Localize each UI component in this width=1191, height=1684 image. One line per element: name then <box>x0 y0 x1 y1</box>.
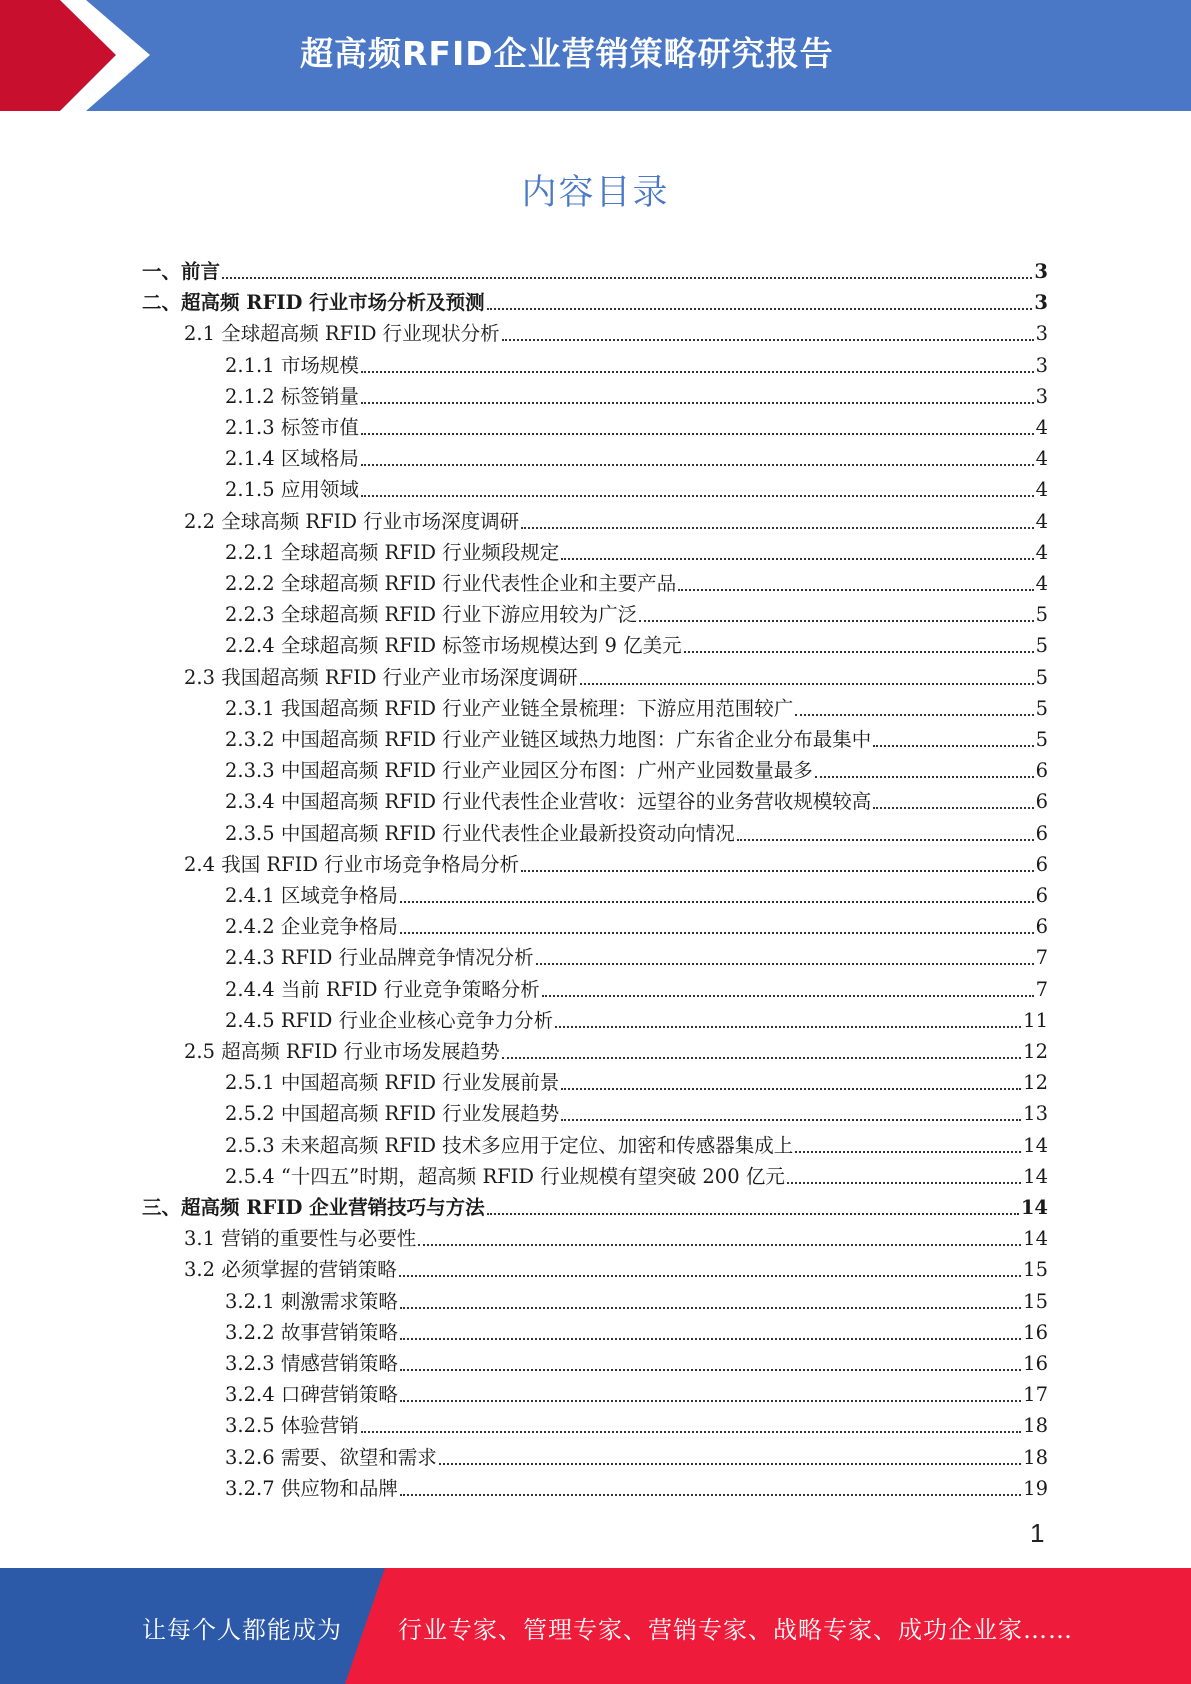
toc-leader-dots <box>418 1244 1021 1246</box>
toc-entry-page: 6 <box>1035 884 1048 907</box>
toc-leader-dots <box>684 651 1034 653</box>
toc-entry-page: 5 <box>1035 728 1048 751</box>
toc-entry-label: 2.4 我国 RFID 行业市场竞争格局分析 <box>184 852 520 876</box>
toc-entry[interactable] <box>225 1127 1048 1158</box>
toc-entry-label: 2.2.4 全球超高频 RFID 标签市场规模达到 9 亿美元 <box>225 634 682 658</box>
toc-leader-dots <box>361 495 1034 497</box>
toc-leader-dots <box>561 1088 1021 1090</box>
toc-entry[interactable] <box>225 908 1048 939</box>
toc-entry-label: 2.4.5 RFID 行业企业核心竞争力分析 <box>225 1008 554 1032</box>
toc-leader-dots <box>400 901 1034 903</box>
toc-entry-page: 7 <box>1035 946 1048 970</box>
toc-entry-page: 12 <box>1023 1071 1048 1095</box>
toc-entry[interactable] <box>225 1283 1048 1314</box>
toc-entry[interactable] <box>225 378 1048 409</box>
toc-entry-label: 2.3.1 我国超高频 RFID 行业产业链全景梳理：下游应用范围较广 <box>225 696 794 720</box>
report-title: 超高频RFID企业营销策略研究报告 <box>300 34 834 73</box>
toc-leader-dots <box>521 527 1033 529</box>
toc-leader-dots <box>873 745 1033 747</box>
toc-entry-label: 3.2.6 需要、欲望和需求 <box>225 1445 437 1469</box>
toc-entry-page: 4 <box>1035 540 1048 564</box>
toc-entry-page: 17 <box>1023 1383 1048 1407</box>
toc-entry[interactable] <box>184 503 1048 534</box>
toc-leader-dots <box>361 433 1034 435</box>
toc-leader-dots <box>222 277 1032 279</box>
header-band <box>0 0 1191 111</box>
toc-entry-label: 2.1.2 标签销量 <box>225 384 359 408</box>
toc-entry-label: 2.2.3 全球超高频 RFID 行业下游应用较为广泛 <box>225 603 638 627</box>
toc-entry[interactable] <box>225 877 1048 908</box>
toc-entry-label: 3.2.5 体验营销 <box>225 1414 359 1438</box>
toc-leader-dots <box>400 1369 1021 1371</box>
toc-leader-dots <box>521 870 1033 872</box>
page-number: 1 <box>1030 1518 1045 1548</box>
toc-entry[interactable] <box>142 1189 1048 1220</box>
toc-entry-label: 2.3.3 中国超高频 RFID 行业产业园区分布图：广州产业园数量最多 <box>225 759 813 783</box>
toc-entry-page: 15 <box>1023 1289 1048 1313</box>
toc-leader-dots <box>400 1494 1021 1496</box>
toc-entry-page: 3 <box>1034 260 1048 283</box>
toc-entry-label: 2.4.2 企业竞争格局 <box>225 915 398 939</box>
toc-entry-label: 二、超高频 RFID 行业市场分析及预测 <box>142 291 485 315</box>
toc-entry[interactable] <box>225 1376 1048 1407</box>
toc-entry[interactable] <box>225 752 1048 783</box>
toc-entry-page: 15 <box>1023 1258 1048 1282</box>
toc-entry-label: 2.3 我国超高频 RFID 行业产业市场深度调研 <box>184 665 578 689</box>
toc-entry[interactable] <box>225 347 1048 378</box>
toc-entry-page: 5 <box>1035 634 1048 658</box>
toc-entry-label: 3.2.2 故事营销策略 <box>225 1320 398 1344</box>
toc-entry-label: 2.1.4 区域格局 <box>225 447 359 471</box>
toc-entry[interactable] <box>225 565 1048 596</box>
toc-entry[interactable] <box>225 1470 1048 1501</box>
toc-entry-label: 一、前言 <box>142 260 221 283</box>
toc-entry[interactable] <box>225 939 1048 970</box>
toc-entry[interactable] <box>225 971 1048 1002</box>
toc-leader-dots <box>787 1182 1021 1184</box>
toc-leader-dots <box>361 402 1034 404</box>
toc-entry[interactable] <box>225 1407 1048 1438</box>
toc-entry-label: 3.1 营销的重要性与必要性 <box>184 1227 417 1251</box>
toc-entry-page: 12 <box>1023 1040 1048 1063</box>
toc-leader-dots <box>361 464 1034 466</box>
toc-entry[interactable] <box>225 1064 1048 1095</box>
toc-entry-label: 3.2 必须掌握的营销策略 <box>184 1258 397 1282</box>
toc-leader-dots <box>361 1431 1021 1433</box>
toc-entry-page: 3 <box>1034 291 1048 315</box>
toc-entry-label: 2.4.1 区域竞争格局 <box>225 884 398 907</box>
toc-entry[interactable] <box>225 690 1048 721</box>
toc-entry[interactable] <box>184 1251 1048 1282</box>
toc-entry-page: 14 <box>1023 1227 1048 1251</box>
toc-entry[interactable] <box>184 1220 1048 1251</box>
toc-entry[interactable] <box>225 627 1048 658</box>
toc-entry-label: 2.2.2 全球超高频 RFID 行业代表性企业和主要产品 <box>225 572 677 595</box>
toc-leader-dots <box>795 1151 1021 1153</box>
toc-entry[interactable] <box>142 253 1048 284</box>
toc-leader-dots <box>873 807 1033 809</box>
toc-leader-dots <box>400 1307 1021 1309</box>
toc-entry-page: 4 <box>1035 447 1048 471</box>
toc-entry-page: 7 <box>1035 977 1048 1001</box>
toc-entry-label: 2.5.1 中国超高频 RFID 行业发展前景 <box>225 1071 560 1095</box>
toc-entry[interactable] <box>225 534 1048 565</box>
toc-entry[interactable] <box>225 1095 1048 1126</box>
toc-entry-page: 5 <box>1035 603 1048 627</box>
toc-entry[interactable] <box>184 315 1048 346</box>
toc-entry-page: 18 <box>1023 1445 1048 1469</box>
toc-entry[interactable] <box>225 1002 1048 1033</box>
toc-entry-page: 4 <box>1035 509 1048 533</box>
toc-entry-page: 6 <box>1035 759 1048 783</box>
toc-entry-page: 5 <box>1035 696 1048 720</box>
toc-leader-dots <box>542 995 1034 997</box>
toc-entry[interactable] <box>142 284 1048 315</box>
toc-leader-dots <box>361 371 1034 373</box>
toc-entry-label: 三、超高频 RFID 企业营销技巧与方法 <box>142 1196 485 1219</box>
toc-entry-page: 4 <box>1035 416 1048 439</box>
toc-heading: 内容目录 <box>521 173 670 213</box>
toc-entry-label: 2.3.2 中国超高频 RFID 行业产业链区域热力地图：广东省企业分布最集中 <box>225 728 872 751</box>
toc-entry[interactable] <box>225 721 1048 752</box>
toc-entry[interactable] <box>225 1439 1048 1470</box>
toc-entry-page: 5 <box>1035 665 1048 689</box>
toc-leader-dots <box>561 1119 1021 1121</box>
toc-entry-label: 2.1.5 应用领域 <box>225 478 359 502</box>
toc-entry[interactable] <box>225 440 1048 471</box>
toc-leader-dots <box>502 1057 1022 1059</box>
toc-entry-label: 2.5.3 未来超高频 RFID 技术多应用于定位、加密和传感器集成上 <box>225 1133 794 1157</box>
toc-entry-label: 2.2.1 全球超高频 RFID 行业频段规定 <box>225 540 560 564</box>
toc-entry-label: 2.4.4 当前 RFID 行业竞争策略分析 <box>225 977 540 1001</box>
toc-entry-page: 6 <box>1035 821 1048 845</box>
footer-slogan-right: 行业专家、管理专家、营销专家、战略专家、成功企业家…… <box>398 1616 1073 1644</box>
toc-leader-dots <box>815 776 1034 778</box>
toc-leader-dots <box>678 589 1033 591</box>
toc-leader-dots <box>439 1463 1021 1465</box>
toc-entry[interactable] <box>225 1158 1048 1189</box>
toc-entry-page: 16 <box>1023 1320 1048 1344</box>
toc-entry-page: 14 <box>1020 1196 1048 1219</box>
toc-entry-page: 14 <box>1023 1133 1048 1157</box>
toc-leader-dots <box>487 308 1033 310</box>
toc-entry-page: 3 <box>1035 384 1048 408</box>
toc-entry-page: 18 <box>1023 1414 1048 1438</box>
toc-entry-page: 6 <box>1035 790 1048 814</box>
toc-entry[interactable] <box>225 596 1048 627</box>
toc-entry-label: 2.1 全球超高频 RFID 行业现状分析 <box>184 322 500 346</box>
toc-entry-label: 2.2 全球高频 RFID 行业市场深度调研 <box>184 509 520 533</box>
toc-entry[interactable] <box>184 659 1048 690</box>
toc-entry-page: 3 <box>1035 353 1048 377</box>
toc-entry-label: 2.5.4 “十四五”时期，超高频 RFID 行业规模有望突破 200 亿元 <box>225 1164 785 1188</box>
toc-leader-dots <box>400 1400 1021 1402</box>
toc-entry-label: 3.2.3 情感营销策略 <box>225 1352 398 1375</box>
toc-entry[interactable] <box>225 1345 1048 1376</box>
toc-entry-label: 3.2.4 口碑营销策略 <box>225 1383 398 1407</box>
toc-entry[interactable] <box>184 846 1048 877</box>
toc-entry-label: 2.5.2 中国超高频 RFID 行业发展趋势 <box>225 1102 560 1126</box>
toc-leader-dots <box>536 963 1034 965</box>
toc-leader-dots <box>639 620 1033 622</box>
toc-entry-page: 16 <box>1023 1352 1048 1375</box>
toc-leader-dots <box>400 932 1034 934</box>
footer-slogan-left: 让每个人都能成为 <box>142 1616 342 1644</box>
toc-leader-dots <box>580 683 1034 685</box>
toc-entry-page: 13 <box>1023 1102 1048 1126</box>
toc-entry-label: 2.3.4 中国超高频 RFID 行业代表性企业营收：远望谷的业务营收规模较高 <box>225 790 872 814</box>
toc-entry-page: 4 <box>1035 478 1048 502</box>
toc-entry-label: 2.1.1 市场规模 <box>225 353 359 377</box>
toc-entry-page: 11 <box>1023 1008 1048 1032</box>
toc-entry-label: 2.5 超高频 RFID 行业市场发展趋势 <box>184 1040 500 1063</box>
toc-entry-label: 2.4.3 RFID 行业品牌竞争情况分析 <box>225 946 534 970</box>
toc-entry[interactable] <box>225 471 1048 502</box>
toc-leader-dots <box>737 839 1034 841</box>
toc-entry[interactable] <box>184 1033 1048 1064</box>
toc-leader-dots <box>400 1338 1021 1340</box>
toc-entry-page: 3 <box>1035 322 1048 346</box>
toc-entry-page: 19 <box>1023 1476 1048 1500</box>
toc-entry-label: 3.2.7 供应物和品牌 <box>225 1476 398 1500</box>
toc-leader-dots <box>561 558 1033 560</box>
toc-entry[interactable] <box>225 1314 1048 1345</box>
toc-entry-page: 6 <box>1035 852 1048 876</box>
footer-band <box>0 1568 1191 1684</box>
toc-entry-page: 4 <box>1035 572 1048 595</box>
toc-leader-dots <box>487 1213 1019 1215</box>
toc-leader-dots <box>399 1275 1021 1277</box>
toc-leader-dots <box>502 339 1034 341</box>
toc-entry[interactable] <box>225 783 1048 814</box>
toc-entry[interactable] <box>225 409 1048 440</box>
toc-entry-page: 6 <box>1035 915 1048 939</box>
toc-entry[interactable] <box>225 815 1048 846</box>
toc-entry-label: 2.3.5 中国超高频 RFID 行业代表性企业最新投资动向情况 <box>225 821 735 845</box>
toc-entry-page: 14 <box>1023 1164 1048 1188</box>
toc-entry-label: 2.1.3 标签市值 <box>225 416 359 439</box>
toc-leader-dots <box>555 1026 1021 1028</box>
toc-leader-dots <box>795 714 1033 716</box>
toc-entry-label: 3.2.1 刺激需求策略 <box>225 1289 398 1313</box>
